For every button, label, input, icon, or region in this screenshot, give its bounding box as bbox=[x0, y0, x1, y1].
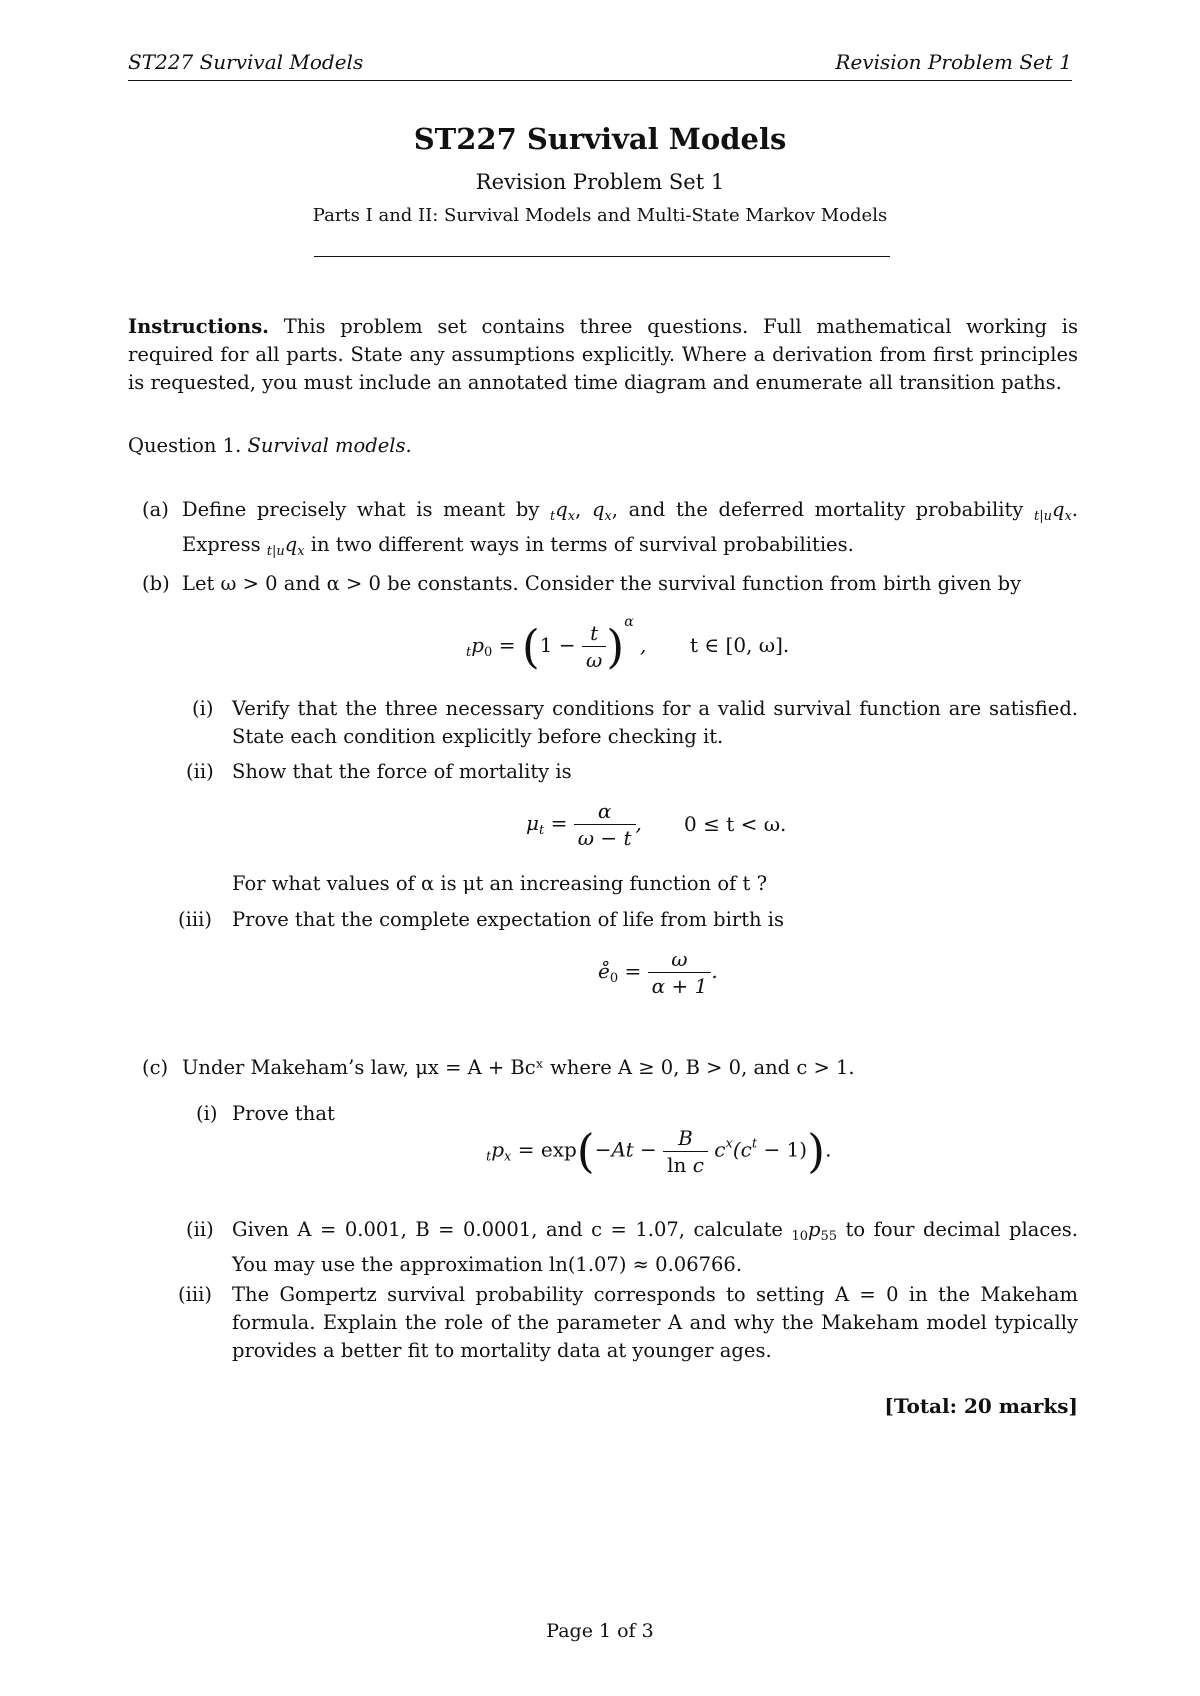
part-b-text: Let ω > 0 and α > 0 be constants. Consider the survival function from birth given by bbox=[182, 572, 1022, 595]
document-parts: Parts I and II: Survival Models and Multi-State Markov Models bbox=[312, 205, 888, 226]
instructions-text: This problem set contains three questions. Full mathematical working is required for all parts. State any assumptions explicitly. Where a derivation from first principles is requested, you must include an annotated time diagram and enumerate all transition paths. bbox=[128, 315, 1078, 394]
question-1-topic: Survival models. bbox=[247, 434, 412, 457]
title-rule bbox=[314, 256, 890, 257]
survival-function-domain: t ∈ [0, ω]. bbox=[690, 633, 790, 657]
header-course: ST227 Survival Models bbox=[128, 50, 364, 74]
part-a-text: Define precisely what is meant by $_tq_x$, $q_x$, and the deferred mortality probability $_{t|u}q_x$. Express $_{t|u}q_x$ in two different ways in terms of survival probabilities. bbox=[182, 498, 1078, 559]
document-title: ST227 Survival Models bbox=[413, 122, 787, 156]
part-b-ii-follow-up: For what values of α is μt an increasing function of t ? bbox=[232, 872, 768, 895]
part-b-ii-label: (ii) bbox=[186, 760, 214, 783]
header-set: Revision Problem Set 1 bbox=[835, 50, 1072, 74]
part-b-iii-label: (iii) bbox=[178, 908, 212, 931]
document-subtitle: Revision Problem Set 1 bbox=[475, 170, 725, 194]
survival-function-equation: $_tp_0 = (1$ − $\frac{t}{\omega}$ )$^\alpha$ , bbox=[466, 614, 647, 674]
instructions bbox=[128, 313, 1078, 397]
part-c-ii-text: Given A = 0.001, B = 0.0001, and c = 1.07, calculate $_{10}p_{55}$ to four decimal places. You may use the approximation ln(1.07) ≈ 0.06766. bbox=[232, 1218, 1078, 1276]
life-expectancy-equation: $e̊_0$ = $\frac{\omega}{\alpha + 1}$ . bbox=[598, 947, 718, 998]
part-c-text: Under Makeham’s law, μx = A + Bcˣ where A ≥ 0, B > 0, and c > 1. bbox=[182, 1056, 855, 1079]
force-of-mortality-domain: 0 ≤ t < ω. bbox=[684, 812, 787, 836]
question-1-heading bbox=[128, 432, 1078, 460]
part-c-label: (c) bbox=[142, 1056, 169, 1079]
part-b-i-label: (i) bbox=[192, 697, 214, 720]
part-b-label: (b) bbox=[142, 572, 170, 595]
part-b-ii-text: Show that the force of mortality is bbox=[232, 760, 572, 783]
makeham-survival-equation: $_tp_x = \exp(-At$ − $\frac{B}{\text{ln c}}$ $c^x(c^t - 1)$). bbox=[486, 1124, 832, 1178]
part-b-i-text: Verify that the three necessary conditions for a valid survival function are satisfied. State each condition explicitly before checking it. bbox=[232, 697, 1078, 748]
part-b-iii-text: Prove that the complete expectation of life from birth is bbox=[232, 908, 785, 931]
question-1-label: Question 1. bbox=[128, 434, 242, 457]
running-header bbox=[128, 50, 1072, 81]
part-c-i-label: (i) bbox=[196, 1102, 218, 1125]
part-c-ii-label: (ii) bbox=[186, 1218, 214, 1241]
instructions-label: Instructions. bbox=[128, 315, 269, 338]
part-c-i-text: Prove that bbox=[232, 1102, 335, 1125]
part-c-iii-label: (iii) bbox=[178, 1283, 212, 1306]
total-marks: [Total: 20 marks] bbox=[884, 1394, 1078, 1418]
part-c-iii-text: The Gompertz survival probability corresponds to setting A = 0 in the Makeham formula. Explain the role of the parameter A and why the Makeham model typically provides a better fit to mortality data at younger ages. bbox=[232, 1283, 1078, 1362]
force-of-mortality-equation: $\mu_t$ = $\frac{\alpha}{\omega - t}$ , bbox=[526, 799, 642, 850]
page-number: Page 1 of 3 bbox=[546, 1620, 654, 1642]
part-a-label: (a) bbox=[142, 498, 169, 521]
